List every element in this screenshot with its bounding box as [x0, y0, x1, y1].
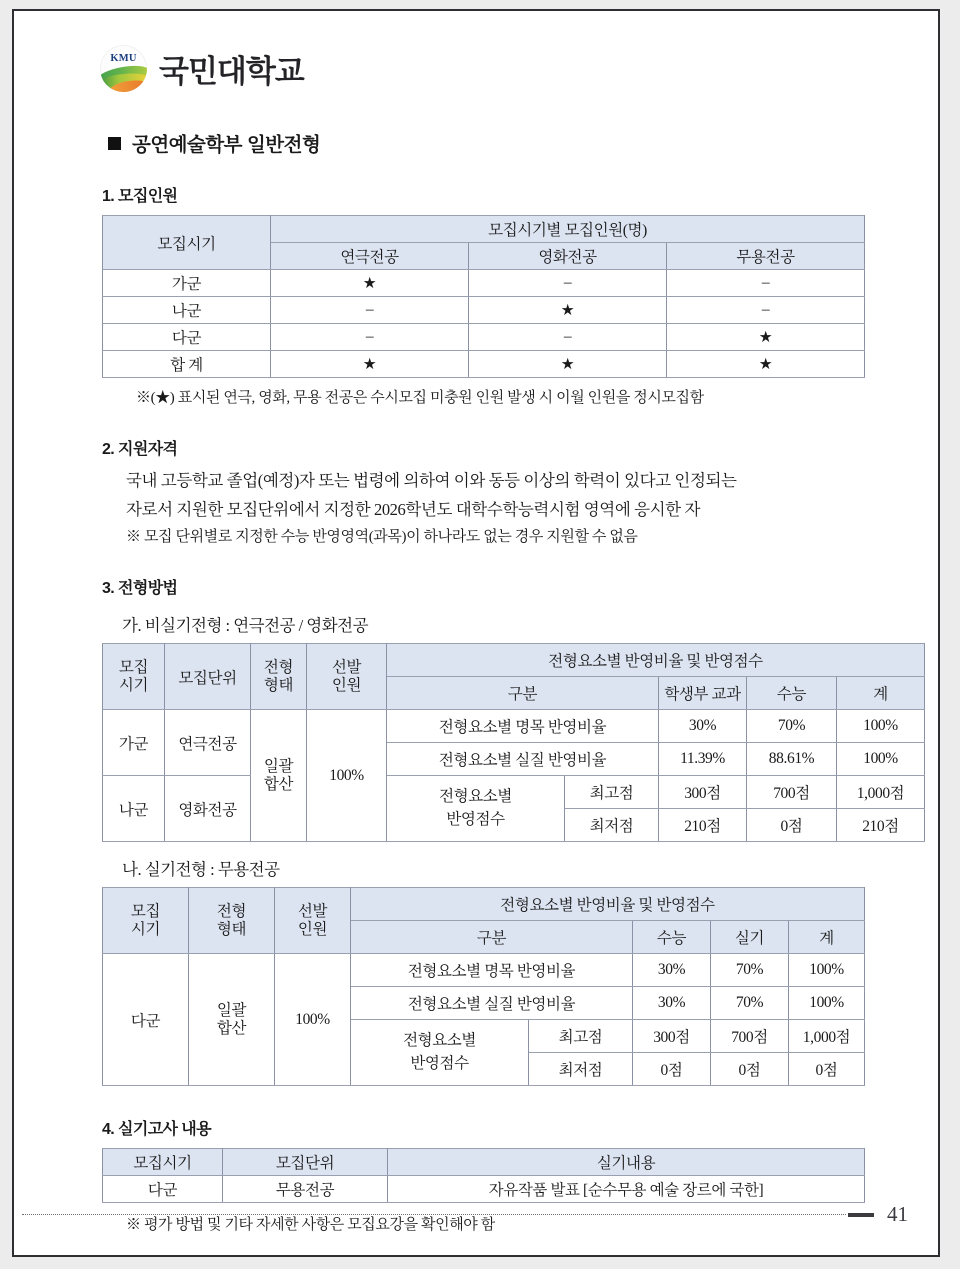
quota-header-period: 모집시기 — [103, 216, 271, 270]
kmu-logo-icon — [100, 45, 147, 92]
eligibility-note: ※ 모집 단위별로 지정한 수능 반영영역(과목)이 하나라도 없는 경우 지원할 수 없음 — [126, 529, 638, 546]
method-b-period: 다군 — [103, 954, 189, 1086]
method-a-row-1-division: 전형요소별 실질 반영비율 — [387, 743, 659, 776]
eligibility-line-1: 국내 고등학교 졸업(예정)자 또는 법령에 의하여 이와 동등 이상의 학력이 있다고 인정되는 — [126, 471, 737, 490]
quota-row-2-v2: ★ — [667, 324, 865, 351]
quota-row-1-v2: – — [667, 297, 865, 324]
method-b-score-1-v1: 0점 — [711, 1053, 789, 1086]
practical-exam-content-table — [102, 1148, 865, 1203]
square-bullet-icon — [108, 137, 121, 150]
method-a-row-1-v2: 100% — [837, 743, 925, 776]
method-a-header-type: 전형 형태 — [251, 644, 307, 710]
method-a-row-1-v0: 11.39% — [659, 743, 747, 776]
method-b-score-0-label: 최고점 — [529, 1020, 633, 1053]
practical-method-table — [102, 887, 865, 1086]
exam-header-1: 모집단위 — [223, 1149, 388, 1176]
exam-header-2: 실기내용 — [388, 1149, 865, 1176]
method-a-row-0-division: 전형요소별 명목 반영비율 — [387, 710, 659, 743]
method-b-score-1-label: 최저점 — [529, 1053, 633, 1086]
quota-table-note: ※(★) 표시된 연극, 영화, 무용 전공은 수시모집 미충원 인원 발생 시 이월 인원을 정시모집함 — [136, 390, 704, 406]
method-a-row-0-v1: 70% — [747, 710, 837, 743]
section-3-heading: 3. 전형방법 — [102, 580, 178, 598]
method-b-score-0-v0: 300점 — [633, 1020, 711, 1053]
method-a-header-group: 전형요소별 반영비율 및 반영점수 — [387, 644, 925, 677]
method-a-unit-0: 연극전공 — [165, 710, 251, 776]
page-footer — [14, 1202, 938, 1227]
exam-table-note: ※ 평가 방법 및 기타 자세한 사항은 모집요강을 확인해야 함 — [126, 1217, 495, 1234]
section-3b-label: 나. 실기전형 : 무용전공 — [122, 860, 280, 880]
method-b-header-total: 계 — [789, 921, 865, 954]
method-a-score-0-v1: 700점 — [747, 776, 837, 809]
section-4-heading: 4. 실기고사 내용 — [102, 1121, 211, 1139]
method-a-header-factor2: 수능 — [747, 677, 837, 710]
table-row — [103, 1176, 865, 1203]
quota-row-2-v1: – — [469, 324, 667, 351]
eligibility-line-2: 자로서 지원한 모집단위에서 지정한 2026학년도 대학수학능력시험 영역에 응시한 자 — [126, 499, 700, 519]
quota-subheader-2: 무용전공 — [667, 243, 865, 270]
method-a-score-1-label: 최저점 — [565, 809, 659, 842]
footer-dash-mark — [848, 1213, 874, 1217]
exam-row-2: 자유작품 발표 [순수무용 예술 장르에 국한] — [388, 1176, 865, 1203]
method-b-type: 일괄 합산 — [189, 954, 275, 1086]
quota-header-group: 모집시기별 모집인원(명) — [271, 216, 865, 243]
method-a-row-0-v2: 100% — [837, 710, 925, 743]
quota-row-3-v0: ★ — [271, 351, 469, 378]
table-row — [103, 710, 925, 743]
method-b-header-factor1: 수능 — [633, 921, 711, 954]
exam-row-1: 무용전공 — [223, 1176, 388, 1203]
section-3a-label: 가. 비실기전형 : 연극전공 / 영화전공 — [122, 616, 369, 636]
quota-row-0-v1: – — [469, 270, 667, 297]
method-a-score-0-v0: 300점 — [659, 776, 747, 809]
method-b-score-0-v1: 700점 — [711, 1020, 789, 1053]
footer-dotted-rule — [22, 1214, 846, 1215]
method-b-score-label: 전형요소별 반영점수 — [351, 1020, 529, 1086]
document-page — [12, 9, 940, 1257]
method-a-header-period: 모집 시기 — [103, 644, 165, 710]
method-b-row-0-v2: 100% — [789, 954, 865, 987]
method-a-score-1-v2: 210점 — [837, 809, 925, 842]
quota-row-0-v2: – — [667, 270, 865, 297]
quota-subheader-0: 연극전공 — [271, 243, 469, 270]
method-a-unit-1: 영화전공 — [165, 776, 251, 842]
quota-row-1-v1: ★ — [469, 297, 667, 324]
section-1-heading: 1. 모집인원 — [102, 188, 178, 205]
method-a-period-1: 나군 — [103, 776, 165, 842]
page-number: 41 — [887, 1202, 908, 1226]
logo-emblem-text: KMU — [110, 52, 137, 64]
method-a-score-0-v2: 1,000점 — [837, 776, 925, 809]
method-a-score-1-v1: 0점 — [747, 809, 837, 842]
method-b-row-1-v0: 30% — [633, 987, 711, 1020]
admission-quota-table — [102, 215, 865, 378]
method-b-quota: 100% — [275, 954, 351, 1086]
method-a-score-label: 전형요소별 반영점수 — [387, 776, 565, 842]
table-row — [103, 351, 865, 378]
page-title-text: 공연예술학부 일반전형 — [132, 134, 321, 156]
method-a-header-factor1: 학생부 교과 — [659, 677, 747, 710]
method-b-row-0-v0: 30% — [633, 954, 711, 987]
method-a-score-0-label: 최고점 — [565, 776, 659, 809]
method-b-row-0-v1: 70% — [711, 954, 789, 987]
method-b-header-quota: 선발 인원 — [275, 888, 351, 954]
method-b-header-period: 모집 시기 — [103, 888, 189, 954]
quota-row-0-v0: ★ — [271, 270, 469, 297]
method-a-type: 일괄 합산 — [251, 710, 307, 842]
quota-row-1-label: 나군 — [103, 297, 271, 324]
method-b-row-1-v2: 100% — [789, 987, 865, 1020]
method-a-header-unit: 모집단위 — [165, 644, 251, 710]
method-b-header-factor2: 실기 — [711, 921, 789, 954]
method-a-header-division: 구분 — [387, 677, 659, 710]
method-a-row-1-v1: 88.61% — [747, 743, 837, 776]
method-b-header-type: 전형 형태 — [189, 888, 275, 954]
method-a-period-0: 가군 — [103, 710, 165, 776]
page-title — [108, 129, 860, 157]
exam-row-0: 다군 — [103, 1176, 223, 1203]
table-row — [103, 954, 865, 987]
method-b-row-0-division: 전형요소별 명목 반영비율 — [351, 954, 633, 987]
quota-row-3-v1: ★ — [469, 351, 667, 378]
method-b-header-division: 구분 — [351, 921, 633, 954]
quota-row-3-label: 합 계 — [103, 351, 271, 378]
quota-row-0-label: 가군 — [103, 270, 271, 297]
method-b-row-1-division: 전형요소별 실질 반영비율 — [351, 987, 633, 1020]
method-a-row-0-v0: 30% — [659, 710, 747, 743]
method-a-quota: 100% — [307, 710, 387, 842]
table-row — [103, 270, 865, 297]
table-row — [103, 324, 865, 351]
table-row — [103, 776, 925, 809]
method-b-score-0-v2: 1,000점 — [789, 1020, 865, 1053]
section-2-heading: 2. 지원자격 — [102, 441, 178, 458]
table-row — [103, 297, 865, 324]
exam-header-0: 모집시기 — [103, 1149, 223, 1176]
method-b-header-group: 전형요소별 반영비율 및 반영점수 — [351, 888, 865, 921]
quota-subheader-1: 영화전공 — [469, 243, 667, 270]
university-wordmark: 국민대학교 — [159, 53, 304, 89]
method-b-row-1-v1: 70% — [711, 987, 789, 1020]
quota-row-2-v0: – — [271, 324, 469, 351]
quota-row-1-v0: – — [271, 297, 469, 324]
method-b-score-1-v0: 0점 — [633, 1053, 711, 1086]
method-a-header-total: 계 — [837, 677, 925, 710]
quota-row-3-v2: ★ — [667, 351, 865, 378]
quota-row-2-label: 다군 — [103, 324, 271, 351]
non-practical-method-table — [102, 643, 925, 842]
method-b-score-1-v2: 0점 — [789, 1053, 865, 1086]
method-a-score-1-v0: 210점 — [659, 809, 747, 842]
brand-header — [100, 11, 860, 107]
method-a-header-quota: 선발 인원 — [307, 644, 387, 710]
